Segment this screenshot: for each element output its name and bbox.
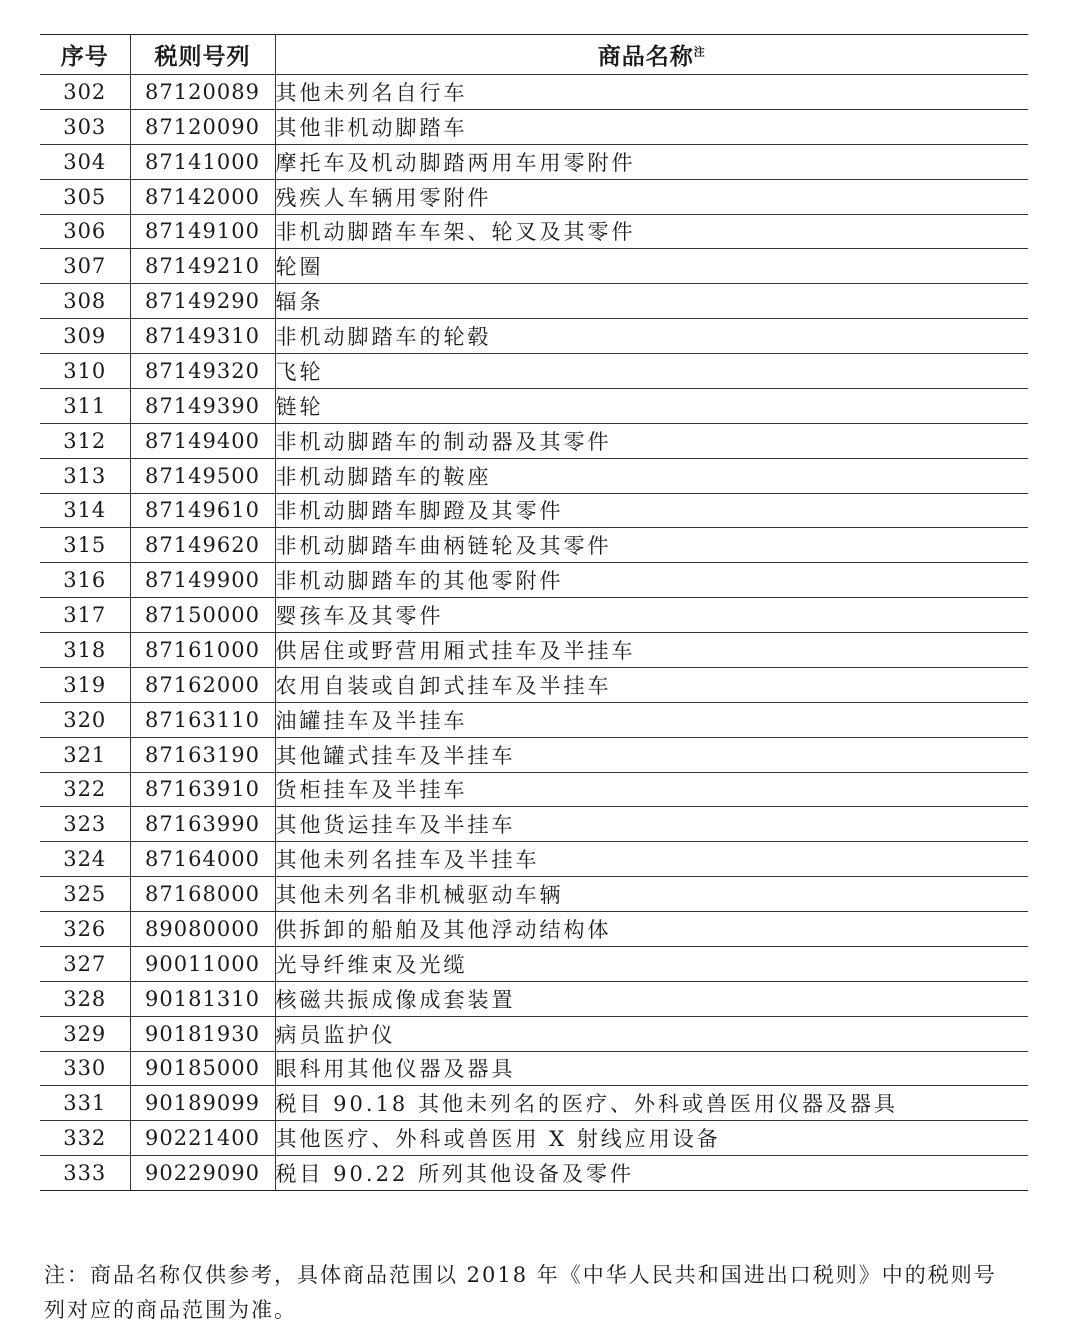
cell-serial-number: 330 xyxy=(40,1051,130,1086)
cell-serial-number: 332 xyxy=(40,1121,130,1156)
cell-product-name: 其他未列名自行车 xyxy=(275,75,1028,110)
cell-serial-number: 302 xyxy=(40,75,130,110)
table-row xyxy=(40,877,1028,912)
table-row xyxy=(40,667,1028,702)
cell-serial-number: 316 xyxy=(40,563,130,598)
cell-serial-number: 309 xyxy=(40,319,130,354)
table-row xyxy=(40,737,1028,772)
cell-tariff-code: 87149620 xyxy=(130,528,275,563)
table-row xyxy=(40,528,1028,563)
table-row xyxy=(40,1156,1028,1191)
cell-product-name: 其他医疗、外科或兽医用 X 射线应用设备 xyxy=(275,1121,1028,1156)
cell-tariff-code: 87149900 xyxy=(130,563,275,598)
cell-tariff-code: 87149210 xyxy=(130,249,275,284)
cell-serial-number: 322 xyxy=(40,772,130,807)
cell-tariff-code: 90189099 xyxy=(130,1086,275,1121)
cell-product-name: 眼科用其他仪器及器具 xyxy=(275,1051,1028,1086)
table-body xyxy=(40,75,1028,1191)
table-row xyxy=(40,388,1028,423)
table-row xyxy=(40,458,1028,493)
cell-tariff-code: 87142000 xyxy=(130,179,275,214)
cell-serial-number: 325 xyxy=(40,877,130,912)
document-page xyxy=(40,34,1028,1191)
header-serial-number: 序号 xyxy=(40,35,130,75)
cell-product-name: 婴孩车及其零件 xyxy=(275,598,1028,633)
cell-product-name: 非机动脚踏车的其他零附件 xyxy=(275,563,1028,598)
cell-tariff-code: 87149500 xyxy=(130,458,275,493)
table-row xyxy=(40,144,1028,179)
cell-product-name: 其他未列名挂车及半挂车 xyxy=(275,842,1028,877)
table-row xyxy=(40,1086,1028,1121)
cell-serial-number: 328 xyxy=(40,981,130,1016)
cell-tariff-code: 90011000 xyxy=(130,946,275,981)
cell-product-name: 其他非机动脚踏车 xyxy=(275,109,1028,144)
cell-tariff-code: 90221400 xyxy=(130,1121,275,1156)
footnote-marker: 注 xyxy=(693,45,706,59)
table-row xyxy=(40,842,1028,877)
cell-tariff-code: 87162000 xyxy=(130,667,275,702)
cell-serial-number: 324 xyxy=(40,842,130,877)
table-row xyxy=(40,75,1028,110)
cell-tariff-code: 87149290 xyxy=(130,284,275,319)
header-tariff-code: 税则号列 xyxy=(130,35,275,75)
cell-product-name: 光导纤维束及光缆 xyxy=(275,946,1028,981)
cell-product-name: 非机动脚踏车的鞍座 xyxy=(275,458,1028,493)
cell-serial-number: 313 xyxy=(40,458,130,493)
cell-product-name: 油罐挂车及半挂车 xyxy=(275,702,1028,737)
cell-product-name: 链轮 xyxy=(275,388,1028,423)
cell-tariff-code: 87163190 xyxy=(130,737,275,772)
table-row xyxy=(40,912,1028,947)
table-row xyxy=(40,598,1028,633)
cell-product-name: 供居住或野营用厢式挂车及半挂车 xyxy=(275,633,1028,668)
cell-serial-number: 321 xyxy=(40,737,130,772)
footnote-line-1: 注：商品名称仅供参考，具体商品范围以 2018 年《中华人民共和国进出口税则》中的税则号 xyxy=(44,1263,997,1287)
cell-product-name: 飞轮 xyxy=(275,354,1028,389)
table-row xyxy=(40,633,1028,668)
cell-tariff-code: 87120090 xyxy=(130,109,275,144)
cell-product-name: 税目 90.22 所列其他设备及零件 xyxy=(275,1156,1028,1191)
table-row xyxy=(40,493,1028,528)
cell-tariff-code: 87161000 xyxy=(130,633,275,668)
cell-serial-number: 323 xyxy=(40,807,130,842)
cell-product-name: 货柜挂车及半挂车 xyxy=(275,772,1028,807)
cell-serial-number: 308 xyxy=(40,284,130,319)
cell-tariff-code: 87120089 xyxy=(130,75,275,110)
footnote xyxy=(44,1258,1044,1328)
table-row xyxy=(40,423,1028,458)
cell-tariff-code: 90229090 xyxy=(130,1156,275,1191)
footnote-line-2: 列对应的商品范围为准。 xyxy=(44,1298,297,1322)
cell-tariff-code: 90181930 xyxy=(130,1016,275,1051)
cell-serial-number: 318 xyxy=(40,633,130,668)
header-product-name-text: 商品名称 xyxy=(597,43,694,70)
cell-tariff-code: 90181310 xyxy=(130,981,275,1016)
cell-tariff-code: 87149400 xyxy=(130,423,275,458)
cell-product-name: 其他货运挂车及半挂车 xyxy=(275,807,1028,842)
cell-product-name: 核磁共振成像成套装置 xyxy=(275,981,1028,1016)
header-product-name xyxy=(275,35,1028,75)
cell-product-name: 病员监护仪 xyxy=(275,1016,1028,1051)
cell-serial-number: 319 xyxy=(40,667,130,702)
cell-serial-number: 312 xyxy=(40,423,130,458)
table-row xyxy=(40,563,1028,598)
cell-product-name: 税目 90.18 其他未列名的医疗、外科或兽医用仪器及器具 xyxy=(275,1086,1028,1121)
cell-serial-number: 315 xyxy=(40,528,130,563)
cell-serial-number: 306 xyxy=(40,214,130,249)
table-row xyxy=(40,702,1028,737)
table-row xyxy=(40,807,1028,842)
cell-serial-number: 304 xyxy=(40,144,130,179)
cell-product-name: 供拆卸的船舶及其他浮动结构体 xyxy=(275,912,1028,947)
table-header-row xyxy=(40,35,1028,75)
table-row xyxy=(40,179,1028,214)
cell-product-name: 其他未列名非机械驱动车辆 xyxy=(275,877,1028,912)
cell-product-name: 辐条 xyxy=(275,284,1028,319)
cell-tariff-code: 87168000 xyxy=(130,877,275,912)
table-row xyxy=(40,354,1028,389)
cell-tariff-code: 87150000 xyxy=(130,598,275,633)
cell-serial-number: 317 xyxy=(40,598,130,633)
table-row xyxy=(40,319,1028,354)
cell-product-name: 残疾人车辆用零附件 xyxy=(275,179,1028,214)
cell-tariff-code: 89080000 xyxy=(130,912,275,947)
cell-serial-number: 331 xyxy=(40,1086,130,1121)
cell-product-name: 非机动脚踏车的制动器及其零件 xyxy=(275,423,1028,458)
table-row xyxy=(40,284,1028,319)
cell-serial-number: 333 xyxy=(40,1156,130,1191)
cell-product-name: 非机动脚踏车车架、轮叉及其零件 xyxy=(275,214,1028,249)
tariff-table xyxy=(40,34,1028,1191)
cell-product-name: 农用自装或自卸式挂车及半挂车 xyxy=(275,667,1028,702)
cell-tariff-code: 87149310 xyxy=(130,319,275,354)
cell-tariff-code: 87141000 xyxy=(130,144,275,179)
table-row xyxy=(40,981,1028,1016)
cell-tariff-code: 87149610 xyxy=(130,493,275,528)
table-row xyxy=(40,946,1028,981)
cell-tariff-code: 87164000 xyxy=(130,842,275,877)
cell-serial-number: 320 xyxy=(40,702,130,737)
table-row xyxy=(40,249,1028,284)
cell-tariff-code: 87149390 xyxy=(130,388,275,423)
cell-tariff-code: 87149320 xyxy=(130,354,275,389)
table-row xyxy=(40,214,1028,249)
cell-tariff-code: 87149100 xyxy=(130,214,275,249)
cell-product-name: 非机动脚踏车曲柄链轮及其零件 xyxy=(275,528,1028,563)
cell-tariff-code: 87163110 xyxy=(130,702,275,737)
cell-tariff-code: 87163910 xyxy=(130,772,275,807)
cell-serial-number: 307 xyxy=(40,249,130,284)
cell-tariff-code: 87163990 xyxy=(130,807,275,842)
cell-serial-number: 327 xyxy=(40,946,130,981)
cell-product-name: 非机动脚踏车脚蹬及其零件 xyxy=(275,493,1028,528)
cell-product-name: 其他罐式挂车及半挂车 xyxy=(275,737,1028,772)
cell-product-name: 摩托车及机动脚踏两用车用零附件 xyxy=(275,144,1028,179)
table-row xyxy=(40,109,1028,144)
cell-serial-number: 314 xyxy=(40,493,130,528)
cell-product-name: 非机动脚踏车的轮毂 xyxy=(275,319,1028,354)
cell-serial-number: 310 xyxy=(40,354,130,389)
cell-serial-number: 303 xyxy=(40,109,130,144)
cell-serial-number: 311 xyxy=(40,388,130,423)
cell-product-name: 轮圈 xyxy=(275,249,1028,284)
cell-serial-number: 326 xyxy=(40,912,130,947)
table-row xyxy=(40,1051,1028,1086)
cell-tariff-code: 90185000 xyxy=(130,1051,275,1086)
table-row xyxy=(40,1016,1028,1051)
cell-serial-number: 329 xyxy=(40,1016,130,1051)
table-row xyxy=(40,1121,1028,1156)
table-row xyxy=(40,772,1028,807)
cell-serial-number: 305 xyxy=(40,179,130,214)
